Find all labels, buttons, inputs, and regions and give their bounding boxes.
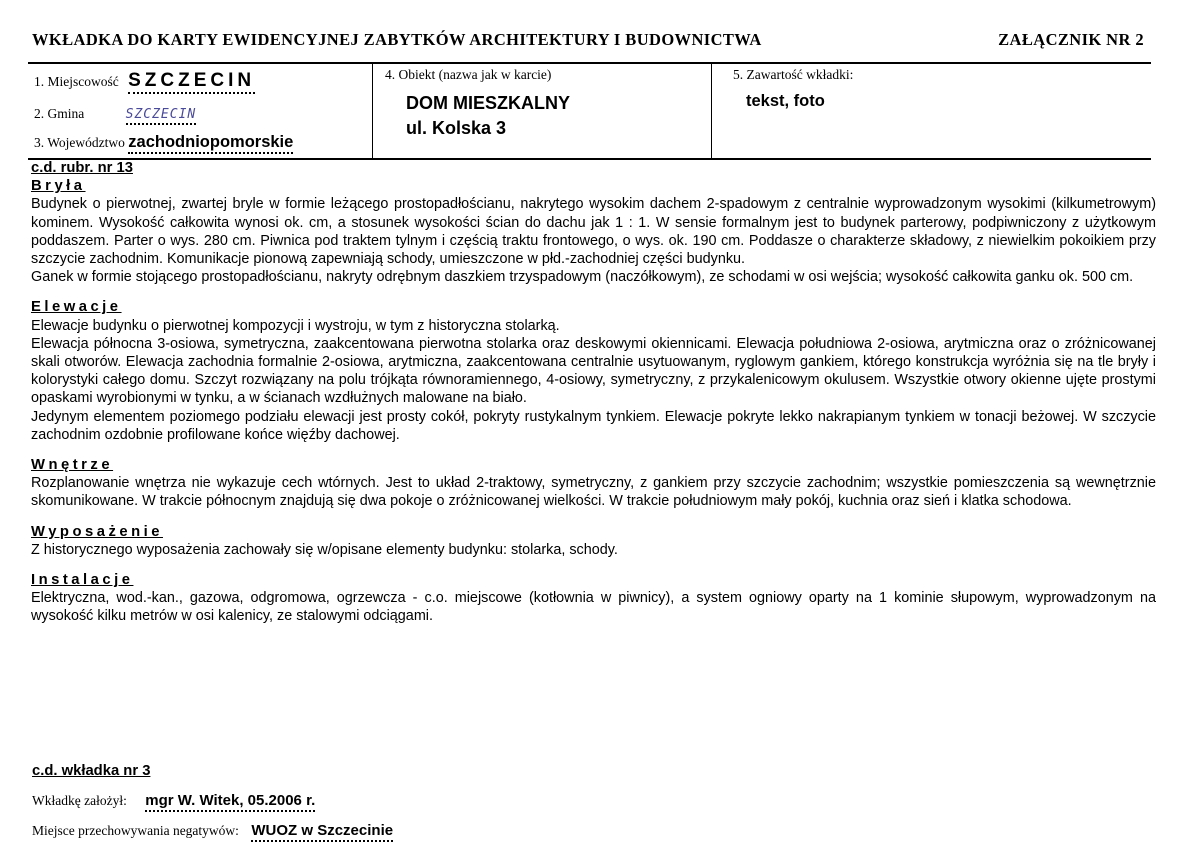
paragraph: Elewacja północna 3-osiowa, symetryczna, zaakcentowana pierwotna stolarka oraz deskowymi okiennicami. Elewacja południowa 2-osiowa, arytmiczna oraz o zróżnicowanej skali otworów. Elewacja zachodnia formalnie 2-osiowa, arytmiczna, zaakcentowana centralnie usytuowanym, ryglowym gankiem, którego konstrukcja wyróżnia się na tle bryły i kolorystyki całego domu. Szczyt rozwiązany na polu trójkąta równoramiennego, 4-osiowy, symetryczny, z przykalenicowym okulusem. Wszystkie otwory okienne ujęte prostymi opaskami wyrobionymi w tynku, a w ścianach wzdłużnych malowane na biało. [31, 335, 1156, 407]
section-elewacje [31, 298, 1156, 444]
paragraph: Budynek o pierwotnej, zwartej bryle w formie leżącego prostopadłościanu, nakrytego wysokim dachem 2-spadowym z centralnie wyprowadzonym wysokimi (kilkumetrowym) kominem. Wysokość całkowita wynosi ok. cm, a stosunek wysokości ścian do dachu jak 1 : 1. W sensie formalnym jest to budynek parterowy, podpiwniczony z użytkowym poddaszem. Parter o wys. 280 cm. Piwnica pod traktem tylnym i częścią traktu frontowego, o wys. ok. 190 cm. Poddasze o charakterze składowy, z niewielkim pokoikiem przy szczycie zachodnim. Komunikacje pionową zapewniają schody, umieszczone w płd.-zachodniej części budynku. [31, 196, 1156, 268]
commune-field [34, 106, 196, 122]
contents-value: tekst, foto [746, 92, 825, 110]
continuation-sheet: c.d. wkładka nr 3 [32, 763, 151, 779]
locality-label: 1. Miejscowość [34, 74, 119, 89]
object-label: 4. Obiekt (nazwa jak w karcie) [385, 67, 552, 82]
contents-label: 5. Zawartość wkładki: [733, 67, 854, 82]
founder-label: Wkładkę założył: [32, 793, 127, 808]
section-title: Bryła [31, 178, 86, 195]
voivodeship-field [34, 133, 293, 152]
section-wyposazenie [31, 523, 1156, 559]
section-wnetrze [31, 456, 1156, 511]
negatives-field [32, 822, 393, 840]
column-divider [372, 64, 373, 158]
paragraph: Elewacje budynku o pierwotnej kompozycji i wystroju, w tym z historyczna stolarką. [31, 317, 560, 334]
locality-value: SZCZECIN [128, 70, 255, 94]
paragraph: Ganek w formie stojącego prostopadłościanu, nakryty odrębnym daszkiem trzyspadowym (naczółkowym), ze schodami w osi wejścia; wysokość całkowita ganku ok. 500 cm. [31, 269, 1134, 286]
paragraph: Jedynym elementem poziomego podziału elewacji jest prosty cokół, pokryty rustykalnym tynkiem. Elewacje pokryte lekko nakrapianym tynkiem w tonacji beżowej. W szczycie zachodnim ozdobnie profilowane końce więźby dachowej. [31, 408, 1156, 443]
section-title: Instalacje [31, 572, 134, 589]
paragraph: Z historycznego wyposażenia zachowały się w/opisane elementy budynku: stolarka, schody. [31, 541, 618, 558]
founder-field [32, 792, 315, 810]
negatives-value: WUOZ w Szczecinie [251, 822, 393, 842]
section-title: Wyposażenie [31, 523, 163, 540]
paragraph: Rozplanowanie wnętrza nie wykazuje cech wtórnych. Jest to układ 2-traktowy, symetryczny, z gankiem przy szczycie zachodnim; wszystkie pomieszczenia są wewnętrznie skomunikowane. W trakcie północnym znajdują się dwa pokoje o zróżnicowanej wielkości. W trakcie południowym mały pokój, kuchnia oraz sień i klatka schodowa. [31, 475, 1156, 510]
object-address: ul. Kolska 3 [406, 118, 507, 138]
identification-box [28, 62, 1151, 160]
paragraph: Elektryczna, wod.-kan., gazowa, odgromowa, ogrzewcza - c.o. miejscowe (kotłownia w piwnicy), a system ogniowy oparty na 1 kominie słupowym, wyprowadzonym na wysokość kilku metrów w osi kalenicy, ze stalowymi odciągami. [31, 590, 1156, 625]
founder-value: mgr W. Witek, 05.2006 r. [145, 792, 315, 812]
commune-label: 2. Gmina [34, 106, 85, 121]
voivodeship-label: 3. Województwo [34, 135, 125, 150]
voivodeship-value: zachodniopomorskie [128, 133, 293, 154]
annex-number: ZAŁĄCZNIK NR 2 [998, 30, 1144, 49]
continuation-heading: c.d. rubr. nr 13 [31, 160, 133, 176]
document-title: WKŁADKA DO KARTY EWIDENCYJNEJ ZABYTKÓW ARCHITEKTURY I BUDOWNICTWA [32, 30, 762, 49]
section-instalacje [31, 571, 1156, 626]
column-divider [711, 64, 712, 158]
section-title: Elewacje [31, 299, 122, 316]
locality-field [34, 70, 255, 92]
section-bryla [31, 177, 1156, 286]
object-name: DOM MIESZKALNY [406, 93, 570, 113]
section-title: Wnętrze [31, 457, 114, 474]
commune-value: SZCZECIN [126, 107, 197, 125]
negatives-label: Miejsce przechowywania negatywów: [32, 823, 239, 838]
description-body [31, 159, 1156, 626]
